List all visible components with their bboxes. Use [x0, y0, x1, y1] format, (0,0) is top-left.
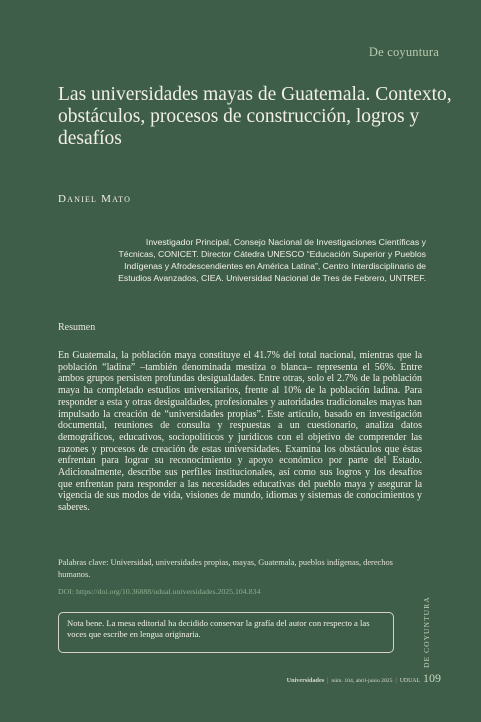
- keywords: Palabras clave: Universidad, universidades propias, mayas, Guatemala, pueblos indígenas, derechos humanos.: [58, 558, 393, 579]
- doi-link[interactable]: DOI: https://doi.org/10.36888/udual.universidades.2025.104.834: [58, 587, 261, 596]
- author-affiliation: Investigador Principal, Consejo Nacional de Investigaciones Científicas y Técnicas, CONICET. Director Cátedra UNESCO “Educación Superior y Pueblos Indígenas y Afrodescendientes en América Latina”, Centro Interdisciplinario de Estudios Avanzados, CIEA. Universidad Nacional de Tres de Febrero, UNTREF.: [118, 237, 426, 284]
- page-footer: [287, 671, 441, 686]
- footer-separator: |: [327, 678, 329, 684]
- footer-separator-2: |: [395, 678, 397, 684]
- author-name: Daniel Mato: [58, 193, 132, 205]
- editorial-note-box: [58, 612, 394, 653]
- footer-journal: Universidades: [286, 677, 325, 684]
- resumen-heading: Resumen: [58, 322, 96, 333]
- page-number: 109: [423, 671, 441, 685]
- side-section-tag: DE COYUNTURA: [422, 596, 431, 668]
- section-tag: De coyuntura: [368, 45, 439, 59]
- article-title: Las universidades mayas de Guatemala. Contexto, obstáculos, procesos de construcción, logros y desafíos: [58, 84, 452, 149]
- footer-issue: núm. 104, abril-junio 2025: [331, 678, 393, 684]
- abstract-text: En Guatemala, la población maya constituye el 41.7% del total nacional, mientras que la población “ladina” –también denominada mestiza o blanca– representa el 56%. Entre ambos grupos persisten profundas desigualdades. Entre otras, solo el 2.7% de la población maya ha completado estudios universitarios, frente al 10% de la población ladina. Para responder a esta y otras desigualdades, profesionales y autoridades tradicionales mayas han impulsado la creación de “universidades propias”. Este artículo, basado en investigación documental, reuniones de consulta y respuestas a un cuestionario, analiza datos demográficos, educativos, sociopolíticos y jurídicos con el objetivo de comprender las razones y procesos de creación de estas universidades. Examina los obstáculos que éstas enfrentan para lograr su reconocimiento y apoyo económico por parte del Estado. Adicionalmente, describe sus perfiles institucionales, así como sus logros y los desafíos que enfrentan para responder a las necesidades educativas del pueblo maya y asegurar la vigencia de sus modos de vida, visiones de mundo, idiomas y sistemas de conocimientos y saberes.: [58, 350, 422, 514]
- footer-org: UDUAL: [399, 678, 420, 684]
- editorial-note-text: Nota bene. La mesa editorial ha decidido conservar la grafía del autor con respecto a las voces que escribe en lengua originaria.: [67, 618, 370, 640]
